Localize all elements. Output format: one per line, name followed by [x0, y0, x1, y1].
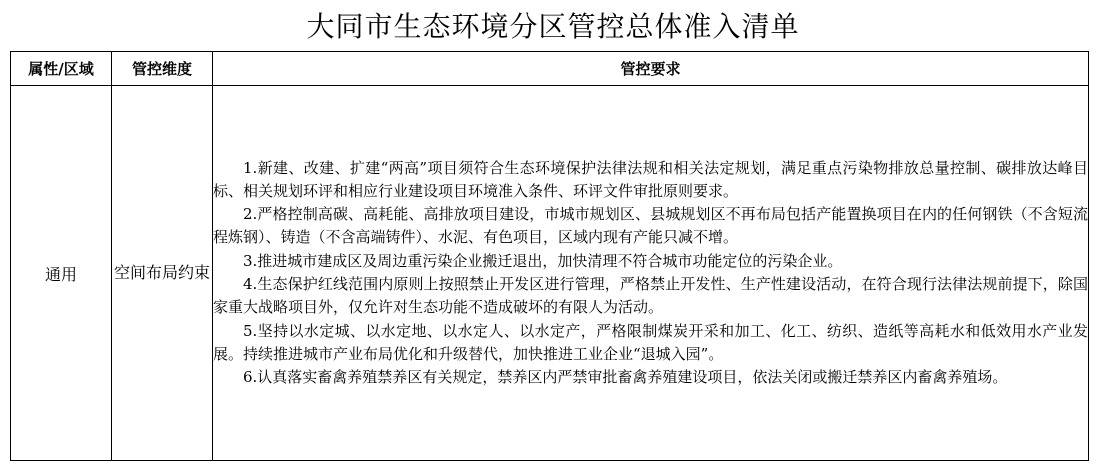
- header-region: 属性/区域: [11, 52, 112, 86]
- requirement-item-3: 3.推进城市建成区及周边重污染企业搬迁退出，加快清理不符合城市功能定位的污染企业。: [243, 251, 843, 270]
- table-header-row: [11, 52, 1089, 86]
- header-dimension: 管控维度: [112, 52, 213, 86]
- access-list-table: [10, 51, 1089, 461]
- table-row: [11, 86, 1089, 461]
- requirement-item-4: 4.生态保护红线范围内原则上按照禁止开发区进行管理，严格禁止开发性、生产性建设活动，在符合现行法律法规前提下，除国家重大战略项目外，仅允许对生态功能不造成破坏的有限人为活动。: [213, 275, 1088, 317]
- requirement-item-5: 5.坚持以水定城、以水定地、以水定人、以水定产，严格限制煤炭开采和加工、化工、纺织、造纸等高耗水和低效用水产业发展。持续推进城市产业布局优化和升级替代，加快推进工业企业“退城入园”。: [213, 321, 1088, 363]
- header-requirements: 管控要求: [213, 52, 1089, 86]
- cell-region: 通用: [11, 86, 112, 461]
- requirement-item-2: 2.严格控制高碳、高耗能、高排放项目建设，市城市规划区、县城规划区不再布局包括产能置换项目在内的任何钢铁（不含短流程炼钢）、铸造（不含高端铸件）、水泥、有色项目，区域内现有产能只减不增。: [213, 205, 1088, 247]
- cell-requirements: [213, 86, 1089, 461]
- cell-dimension: 空间布局约束: [112, 86, 213, 461]
- requirement-item-1: 1.新建、改建、扩建“两高”项目须符合生态环境保护法律法规和相关法定规划，满足重点污染物排放总量控制、碳排放达峰目标、相关规划环评和相应行业建设项目环境准入条件、环评文件审批原则要求。: [213, 158, 1088, 200]
- requirement-item-6: 6.认真落实畜禽养殖禁养区有关规定，禁养区内严禁审批畜禽养殖建设项目，依法关闭或搬迁禁养区内畜禽养殖场。: [243, 368, 1008, 387]
- page-title: 大同市生态环境分区管控总体准入清单: [306, 10, 800, 43]
